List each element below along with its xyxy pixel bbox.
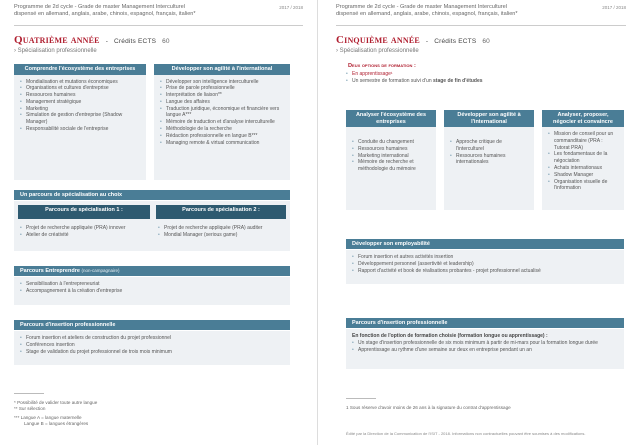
- insertion-box-title: En fonction de l'option de formation choisie (formation longue ou apprentissage) :: [352, 333, 548, 339]
- spec1-title: Parcours de spécialisation 1 :: [18, 205, 150, 219]
- col1-box: [346, 110, 436, 210]
- entreprendre-label: Parcours Entreprendre: [20, 268, 80, 274]
- page-header: [336, 4, 626, 26]
- list-item: • Shadow Manager: [548, 172, 618, 179]
- list-item: • Traduction juridique, économique et financière vers langue A***: [160, 106, 284, 120]
- col1-list: [346, 127, 436, 177]
- agility-box-title: Développer son agilité à l'international: [154, 64, 290, 75]
- subtitle-text: Spécialisation professionnelle: [339, 48, 419, 54]
- list-item: • Achats internationaux: [548, 165, 618, 172]
- col2-title: Développer son agilité à l'international: [444, 110, 534, 127]
- list-item: • Développer son intelligence interculturelle: [160, 79, 284, 86]
- list-item: • Mémoire de recherche et méthodologie du mémoire: [352, 159, 430, 173]
- title-dash: -: [105, 38, 109, 45]
- list-item: • Conférences insertion: [20, 342, 284, 349]
- option-1-text: En apprentissage¹: [352, 71, 393, 77]
- list-item: • Responsabilité sociale de l'entreprise: [20, 126, 140, 133]
- list-item: • Projet de recherche appliquée (PRA) auditer: [158, 225, 286, 232]
- header-title: [336, 4, 566, 17]
- list-item: • Mémoire de traduction et d'analyse interculturelle: [160, 119, 284, 126]
- title-dash: -: [425, 38, 429, 45]
- list-item: • Organisations et cultures d'entreprise: [20, 85, 140, 92]
- list-item: • Ressources humaines: [352, 146, 430, 153]
- list-item: • Développement personnel (assertivité et leadership): [352, 261, 618, 268]
- option-item: [346, 71, 616, 78]
- list-item: • Accompagnement à la création d'entreprise: [20, 288, 284, 295]
- employability-bar: Développer son employabilité: [346, 239, 624, 249]
- list-item: • Management stratégique: [20, 99, 140, 106]
- list-item: • Mondial Manager (serious game): [158, 232, 286, 239]
- header-title-line: Programme de 2d cycle - Grade de master Management Interculturel: [14, 4, 185, 10]
- left-page: [0, 0, 318, 445]
- header-year: 2017 / 2018: [602, 5, 626, 10]
- list-item: • Marketing: [20, 106, 140, 113]
- list-item: • Prise de parole professionnelle: [160, 85, 284, 92]
- credits-value: 60: [162, 38, 170, 45]
- specialisation-box: [14, 201, 290, 251]
- page-header: [14, 4, 303, 26]
- list-item: • Ressources humaines internationales: [450, 153, 528, 167]
- list-item: • Mondialisation et mutations économiques: [20, 79, 140, 86]
- list-item: • Interprétation de liaison**: [160, 92, 284, 99]
- list-item: • Rédaction professionnelle en langue B***: [160, 133, 284, 140]
- option-2-bold: stage de fin d'études: [433, 77, 483, 84]
- entreprendre-box: [14, 277, 290, 305]
- insertion-list: [346, 339, 624, 358]
- list-item: • Langue des affaires: [160, 99, 284, 106]
- options-title: Deux options de formation :: [348, 63, 416, 69]
- list-item: • Rapport d'activité et book de réalisations probantes - projet professionnel actualisé: [352, 268, 618, 275]
- header-year: 2017 / 2018: [279, 5, 303, 10]
- insertion-box: [346, 329, 624, 369]
- list-item: • Apprentissage au rythme d'une semaine sur deux en entreprise pendant un an: [352, 347, 618, 354]
- header-subtitle-line: dispensé en allemand, anglais, arabe, chinois, espagnol, français, italien*: [336, 10, 518, 17]
- right-page: [322, 0, 640, 445]
- col2-list: [444, 127, 534, 170]
- spec2-title: Parcours de spécialisation 2 :: [156, 205, 286, 219]
- section-subtitle: › Spécialisation professionnelle: [336, 48, 419, 54]
- list-item: • Les fondamentaux de la négociation: [548, 151, 618, 165]
- list-item: • Approche critique de l'interculturel: [450, 139, 528, 153]
- list-item: • Managing remote & virtual communication: [160, 140, 284, 147]
- insertion-box: [14, 331, 290, 365]
- footnotes: [14, 400, 97, 427]
- ecosystem-box: [14, 64, 146, 180]
- entreprendre-extra: (non-campagnaire): [81, 268, 120, 273]
- entreprendre-bar: [14, 266, 290, 276]
- specialisation-bar: Un parcours de spécialisation au choix: [14, 190, 290, 200]
- list-item: • Méthodologie de la recherche: [160, 126, 284, 133]
- col1-title: Analyser l'écosystème des entreprises: [346, 110, 436, 127]
- option-2-text: Un semestre de formation suivi d'un: [352, 77, 432, 84]
- list-item: • Forum insertion et autres activités insertion: [352, 254, 618, 261]
- credits-label: Crédits ECTS: [434, 38, 477, 45]
- ecosystem-box-title: Comprendre l'écosystème des entreprises: [14, 64, 146, 75]
- header-title-line: Programme de 2d cycle - Grade de master Management Interculturel: [336, 4, 507, 10]
- credits-label: Crédits ECTS: [114, 38, 157, 45]
- list-item: • Un stage d'insertion professionnelle de six mois minimum à partir de mi-mars pour la formation longue durée: [352, 340, 618, 347]
- agility-list: [154, 75, 290, 151]
- year-title: Cinquième année: [336, 34, 420, 46]
- employability-list: [346, 250, 624, 278]
- section-subtitle: › Spécialisation professionnelle: [14, 48, 97, 54]
- year-title: Quatrième année: [14, 34, 100, 46]
- option-item: [346, 78, 616, 85]
- list-item: • Atelier de créativité: [20, 232, 148, 239]
- footnote-2: ** Sur sélection: [14, 406, 46, 411]
- footnote-1: 1 Sous réserve d'avoir moins de 26 ans à la signature du contrat d'apprentissage: [346, 405, 511, 410]
- notes-divider: [346, 398, 376, 399]
- list-item: • Ressources humaines: [20, 92, 140, 99]
- agility-box: [154, 64, 290, 180]
- spec2-list: [152, 221, 292, 243]
- col3-box: [542, 110, 624, 210]
- col3-list: [542, 127, 624, 196]
- page-footer: Édité par la Direction de la Communication de l'ISIT - 2018. Informations non contractuelles pouvant être soumises à des modifications.: [346, 431, 586, 436]
- list-item: • Forum insertion et ateliers de construction du projet professionnel: [20, 335, 284, 342]
- list-item: • Sensibilisation à l'entrepreneuriat: [20, 281, 284, 288]
- section-title: [336, 34, 490, 46]
- section-title: [14, 34, 170, 46]
- insertion-bar: Parcours d'insertion professionnelle: [346, 318, 624, 328]
- col2-box: [444, 110, 534, 210]
- credits-value: 60: [482, 38, 490, 45]
- spec1-list: [14, 221, 154, 243]
- list-item: • Conduite du changement: [352, 139, 430, 146]
- list-item: • Stage de validation du projet professionnel de trois mois minimum: [20, 349, 284, 356]
- ecosystem-list: [14, 75, 146, 137]
- entreprendre-list: [14, 277, 290, 299]
- list-item: • Marketing international: [352, 153, 430, 160]
- footnote-1: * Possibilité de valider toute autre langue: [14, 400, 98, 405]
- insertion-bar: Parcours d'insertion professionnelle: [14, 320, 290, 330]
- list-item: • Simulation de gestion d'entreprise (Shadow Manager): [20, 112, 140, 126]
- header-title: [14, 4, 244, 17]
- list-item: • Organisation visuelle de l'information: [548, 179, 618, 193]
- options-list: [346, 71, 616, 85]
- col3-title: Analyser, proposer, négocier et convaincre: [542, 110, 624, 127]
- subtitle-text: Spécialisation professionnelle: [17, 48, 97, 54]
- footnote-3a: *** Langue A = langue maternelle: [14, 415, 82, 420]
- notes-divider: [14, 393, 44, 394]
- employability-box: [346, 250, 624, 284]
- header-subtitle-line: dispensé en allemand, anglais, arabe, chinois, espagnol, français, italien*: [14, 10, 196, 17]
- list-item: • Mission de conseil pour un commanditaire (PRA : Tutorat PRA): [548, 131, 618, 151]
- footnote-3b: Langue B = langues étrangères: [24, 421, 89, 426]
- list-item: • Projet de recherche appliquée (PRA) innover: [20, 225, 148, 232]
- insertion-list: [14, 331, 290, 359]
